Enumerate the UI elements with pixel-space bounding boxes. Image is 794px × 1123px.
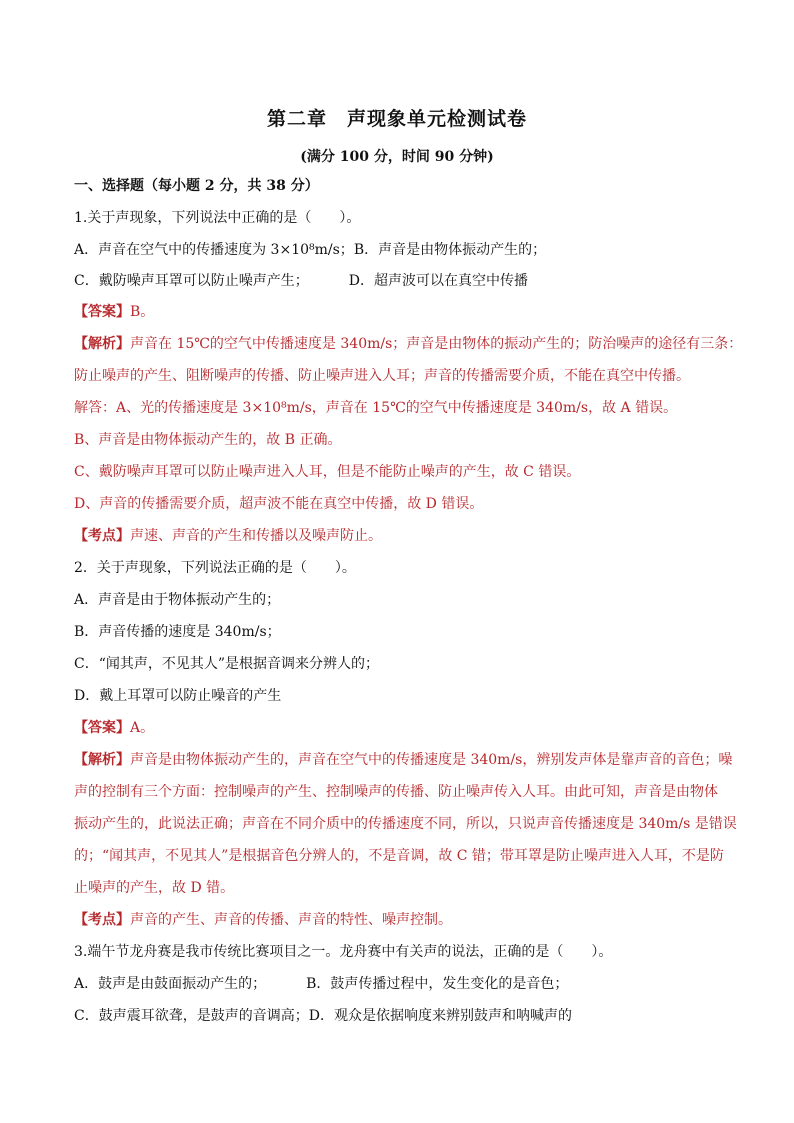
question-3-option-b: B．鼓声传播过程中，发生变化的是音色； (306, 976, 569, 992)
question-1-option-a: A．声音在空气中的传播速度为 3×10⁸m/s； (74, 242, 354, 258)
question-3-option-a: A．鼓声是由鼓面振动产生的； (74, 976, 267, 992)
question-2-analysis (74, 750, 732, 770)
question-1-analysis-cont: 防止噪声的产生、阻断噪声的传播、防止噪声进入人耳；声音的传播需要介质，不能在真空中传播。 (74, 368, 690, 384)
section-heading: 一、选择题（每小题 2 分，共 38 分） (74, 178, 319, 194)
question-1-analysis (74, 334, 742, 354)
question-2-analysis-2: 声的控制有三个方面：控制噪声的产生、控制噪声的传播、防止噪声传入人耳。由此可知，声音是由物体 (74, 784, 718, 800)
question-3-options-ab (74, 974, 568, 994)
answer-value: B。 (130, 304, 155, 320)
question-2-analysis-3: 振动产生的，此说法正确；声音在不同介质中的传播速度不同，所以，只说声音传播速度是 340m/s 是错误 (74, 816, 737, 832)
question-3-options-cd (74, 1006, 572, 1026)
point-text: 声速、声音的产生和传播以及噪声防止。 (130, 528, 382, 544)
analysis-text: 声音在 15℃的空气中传播速度是 340m/s；声音是由物体的振动产生的；防治噪声的途径有三条： (130, 336, 743, 352)
question-1-option-d: D．超声波可以在真空中传播 (348, 273, 528, 289)
question-2-answer (74, 718, 154, 738)
question-2-analysis-4: 的；“闻其声，不见其人”是根据音色分辨人的，不是音调，故 C 错；带耳罩是防止噪声进入人耳，不是防 (74, 848, 724, 864)
question-2-stem: 2．关于声现象，下列说法正确的是（ ）。 (74, 560, 356, 576)
question-1-answer (74, 302, 154, 322)
answer-tag: 【答案】 (74, 304, 130, 320)
question-2-option-d: D．戴上耳罩可以防止噪音的产生 (74, 688, 282, 704)
question-2-option-a: A．声音是由于物体振动产生的； (74, 592, 281, 608)
question-1-option-b: B．声音是由物体振动产生的； (353, 242, 547, 258)
answer-value: A。 (130, 720, 155, 736)
point-text: 声音的产生、声音的传播、声音的特性、噪声控制。 (130, 912, 452, 928)
analysis-tag: 【解析】 (74, 752, 130, 768)
question-1-solution-1: 解答：A、光的传播速度是 3×10⁸m/s，声音在 15℃的空气中传播速度是 340m/s，故 A 错误。 (74, 400, 678, 416)
question-1-solution-2: B、声音是由物体振动产生的，故 B 正确。 (74, 432, 342, 448)
question-1-options-ab (74, 240, 546, 260)
question-2-analysis-5: 止噪声的产生，故 D 错。 (74, 880, 235, 896)
question-3-option-c: C．鼓声震耳欲聋，是鼓声的音调高； (74, 1008, 309, 1024)
point-tag: 【考点】 (74, 528, 130, 544)
question-1-options-cd (74, 271, 528, 291)
page-title: 第二章 声现象单元检测试卷 (266, 108, 527, 130)
analysis-text: 声音是由物体振动产生的，声音在空气中的传播速度是 340m/s，辨别发声体是靠声音的音色；噪 (130, 752, 733, 768)
answer-tag: 【答案】 (74, 720, 130, 736)
question-2-option-b: B．声音传播的速度是 340m/s； (74, 624, 281, 640)
question-1-point (74, 526, 382, 546)
point-tag: 【考点】 (74, 912, 130, 928)
question-1-solution-4: D、声音的传播需要介质，超声波不能在真空中传播，故 D 错误。 (74, 496, 484, 512)
question-2-point (74, 910, 452, 930)
analysis-tag: 【解析】 (74, 336, 130, 352)
question-1-stem: 1.关于声现象，下列说法中正确的是（ ）。 (74, 210, 361, 226)
page-subtitle: (满分 100 分，时间 90 分钟) (300, 149, 494, 165)
question-3-option-d: D．观众是依据响度来辨别鼓声和呐喊声的 (308, 1008, 572, 1024)
question-3-stem: 3.端午节龙舟赛是我市传统比赛项目之一。龙舟赛中有关声的说法，正确的是（ ）。 (74, 944, 613, 960)
question-1-option-c: C．戴防噪声耳罩可以防止噪声产生； (74, 273, 309, 289)
question-2-option-c: C．“闻其声，不见其人”是根据音调来分辨人的； (74, 656, 380, 672)
question-1-solution-3: C、戴防噪声耳罩可以防止噪声进入人耳，但是不能防止噪声的产生，故 C 错误。 (74, 464, 581, 480)
